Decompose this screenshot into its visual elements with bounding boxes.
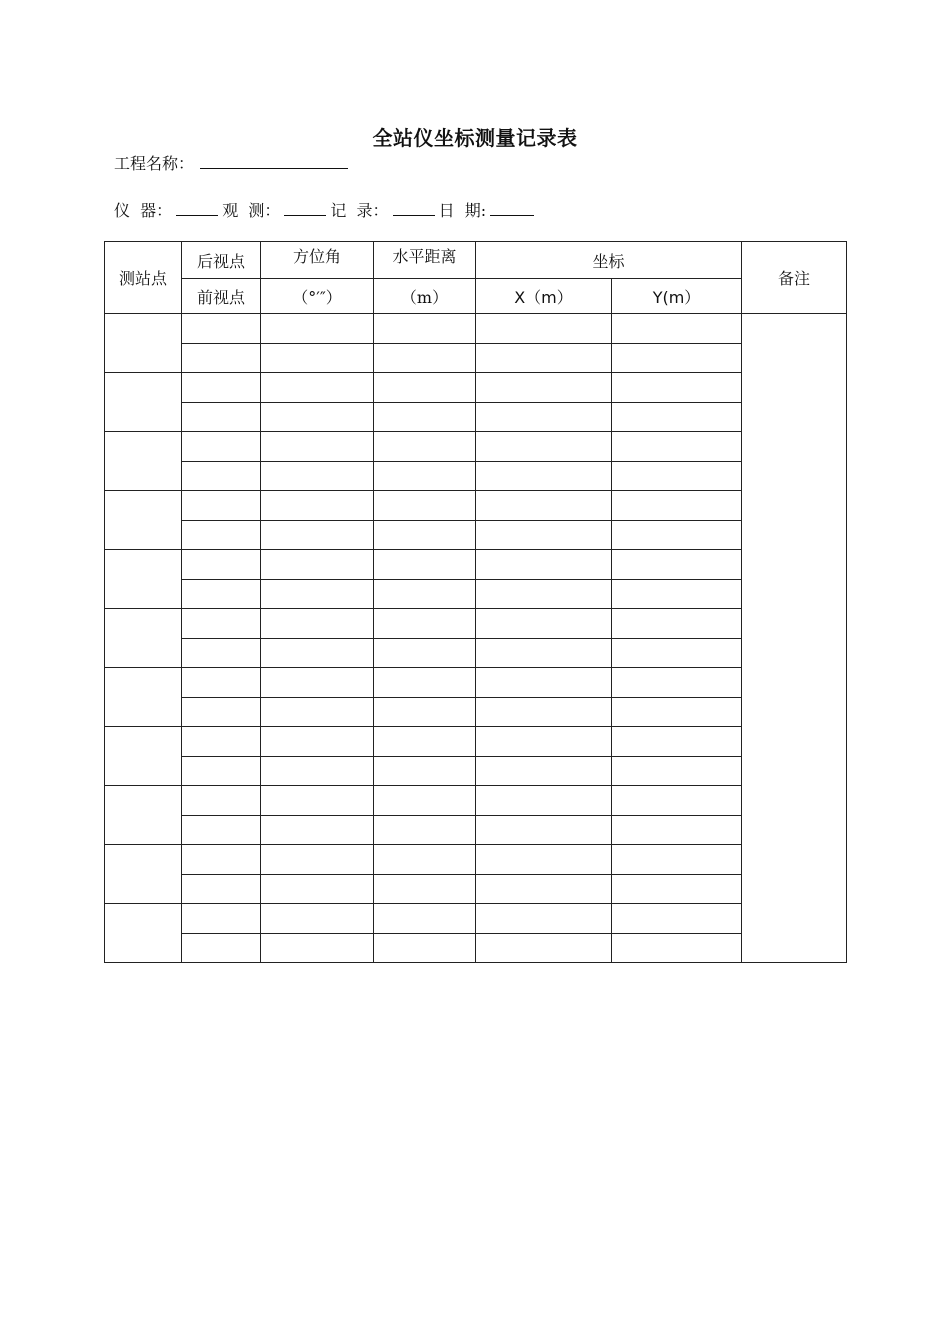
table-row: [105, 402, 847, 432]
coordinates-header: 坐标: [476, 242, 742, 279]
distance-cell[interactable]: [374, 815, 476, 845]
remarks-cell[interactable]: [742, 314, 847, 963]
x-cell[interactable]: [476, 314, 612, 344]
station-cell[interactable]: [105, 727, 182, 786]
point-cell[interactable]: [182, 668, 261, 698]
table-row: [105, 904, 847, 934]
azimuth-cell[interactable]: [261, 520, 374, 550]
x-cell[interactable]: [476, 874, 612, 904]
distance-cell[interactable]: [374, 343, 476, 373]
point-cell[interactable]: [182, 609, 261, 639]
distance-cell[interactable]: [374, 579, 476, 609]
backsight-header: 后视点: [182, 242, 261, 279]
point-cell[interactable]: [182, 933, 261, 963]
y-cell[interactable]: [612, 727, 742, 757]
y-cell[interactable]: [612, 786, 742, 816]
point-cell[interactable]: [182, 697, 261, 727]
x-cell[interactable]: [476, 697, 612, 727]
x-cell[interactable]: [476, 520, 612, 550]
x-cell[interactable]: [476, 756, 612, 786]
distance-cell[interactable]: [374, 550, 476, 580]
azimuth-cell[interactable]: [261, 638, 374, 668]
x-cell[interactable]: [476, 432, 612, 462]
point-cell[interactable]: [182, 874, 261, 904]
station-cell[interactable]: [105, 668, 182, 727]
x-cell[interactable]: [476, 609, 612, 639]
station-cell[interactable]: [105, 550, 182, 609]
project-name-label: 工程名称：: [114, 154, 195, 173]
table-row: [105, 845, 847, 875]
point-cell[interactable]: [182, 727, 261, 757]
table-row: [105, 815, 847, 845]
foresight-header: 前视点: [182, 279, 261, 314]
table-row: [105, 874, 847, 904]
table-row: [105, 727, 847, 757]
table-row: [105, 933, 847, 963]
y-cell[interactable]: [612, 550, 742, 580]
survey-record-table: [104, 241, 847, 963]
table-row: [105, 609, 847, 639]
info-line: [114, 197, 538, 221]
distance-cell[interactable]: [374, 697, 476, 727]
y-cell[interactable]: [612, 668, 742, 698]
x-cell[interactable]: [476, 904, 612, 934]
y-cell[interactable]: [612, 845, 742, 875]
table-row: [105, 432, 847, 462]
point-cell[interactable]: [182, 373, 261, 403]
azimuth-cell[interactable]: [261, 491, 374, 521]
point-cell[interactable]: [182, 520, 261, 550]
observer-label: 观 测：: [222, 201, 281, 220]
azimuth-cell[interactable]: [261, 609, 374, 639]
distance-cell[interactable]: [374, 638, 476, 668]
azimuth-cell[interactable]: [261, 727, 374, 757]
point-cell[interactable]: [182, 461, 261, 491]
azimuth-cell[interactable]: [261, 933, 374, 963]
azimuth-cell[interactable]: [261, 815, 374, 845]
azimuth-cell[interactable]: [261, 904, 374, 934]
table-row: [105, 756, 847, 786]
x-cell[interactable]: [476, 373, 612, 403]
distance-cell[interactable]: [374, 668, 476, 698]
x-cell[interactable]: [476, 668, 612, 698]
distance-cell[interactable]: [374, 520, 476, 550]
y-cell[interactable]: [612, 756, 742, 786]
y-cell[interactable]: [612, 314, 742, 344]
azimuth-cell[interactable]: [261, 756, 374, 786]
station-cell[interactable]: [105, 786, 182, 845]
azimuth-unit: （°′″）: [261, 279, 374, 314]
distance-cell[interactable]: [374, 845, 476, 875]
x-cell[interactable]: [476, 638, 612, 668]
y-cell[interactable]: [612, 373, 742, 403]
distance-cell[interactable]: [374, 786, 476, 816]
distance-cell[interactable]: [374, 461, 476, 491]
azimuth-cell[interactable]: [261, 550, 374, 580]
x-cell[interactable]: [476, 491, 612, 521]
table-row: [105, 520, 847, 550]
x-coordinate-header: X（m）: [476, 279, 612, 314]
remarks-header: 备注: [742, 242, 847, 314]
y-cell[interactable]: [612, 461, 742, 491]
station-cell[interactable]: [105, 904, 182, 963]
table-row: [105, 491, 847, 521]
distance-cell[interactable]: [374, 727, 476, 757]
azimuth-cell[interactable]: [261, 343, 374, 373]
point-cell[interactable]: [182, 314, 261, 344]
distance-cell[interactable]: [374, 756, 476, 786]
x-cell[interactable]: [476, 579, 612, 609]
x-cell[interactable]: [476, 402, 612, 432]
x-cell[interactable]: [476, 461, 612, 491]
y-cell[interactable]: [612, 638, 742, 668]
azimuth-header: [261, 242, 374, 279]
table-row: [105, 550, 847, 580]
distance-header: [374, 242, 476, 279]
point-cell[interactable]: [182, 756, 261, 786]
x-cell[interactable]: [476, 933, 612, 963]
point-cell[interactable]: [182, 550, 261, 580]
azimuth-cell[interactable]: [261, 432, 374, 462]
y-cell[interactable]: [612, 609, 742, 639]
x-cell[interactable]: [476, 845, 612, 875]
y-cell[interactable]: [612, 579, 742, 609]
y-cell[interactable]: [612, 697, 742, 727]
x-cell[interactable]: [476, 727, 612, 757]
azimuth-cell[interactable]: [261, 786, 374, 816]
table-row: [105, 668, 847, 698]
observer-field[interactable]: [284, 197, 326, 216]
distance-cell[interactable]: [374, 874, 476, 904]
distance-cell[interactable]: [374, 432, 476, 462]
distance-cell[interactable]: [374, 904, 476, 934]
table-row: [105, 373, 847, 403]
x-cell[interactable]: [476, 550, 612, 580]
point-cell[interactable]: [182, 815, 261, 845]
table-row: [105, 343, 847, 373]
azimuth-cell[interactable]: [261, 579, 374, 609]
point-cell[interactable]: [182, 432, 261, 462]
station-cell[interactable]: [105, 314, 182, 373]
distance-unit: （m）: [374, 279, 476, 314]
point-cell[interactable]: [182, 343, 261, 373]
y-cell[interactable]: [612, 520, 742, 550]
project-name-line: [114, 150, 348, 174]
y-cell[interactable]: [612, 815, 742, 845]
distance-cell[interactable]: [374, 933, 476, 963]
distance-cell[interactable]: [374, 314, 476, 344]
station-cell[interactable]: [105, 432, 182, 491]
distance-cell[interactable]: [374, 609, 476, 639]
date-field[interactable]: [490, 197, 534, 216]
table-row: [105, 314, 847, 344]
point-cell[interactable]: [182, 402, 261, 432]
table-row: [105, 697, 847, 727]
azimuth-cell[interactable]: [261, 461, 374, 491]
station-header: 测站点: [105, 242, 182, 314]
y-cell[interactable]: [612, 491, 742, 521]
page-title: 全站仪坐标测量记录表: [372, 126, 578, 150]
point-cell[interactable]: [182, 491, 261, 521]
recorder-label: 记 录：: [330, 201, 389, 220]
station-cell[interactable]: [105, 373, 182, 432]
station-cell[interactable]: [105, 609, 182, 668]
y-cell[interactable]: [612, 343, 742, 373]
distance-cell[interactable]: [374, 373, 476, 403]
table-row: [105, 786, 847, 816]
x-cell[interactable]: [476, 786, 612, 816]
instrument-field[interactable]: [176, 197, 218, 216]
point-cell[interactable]: [182, 845, 261, 875]
instrument-label: 仪 器：: [114, 201, 173, 220]
azimuth-cell[interactable]: [261, 697, 374, 727]
point-cell[interactable]: [182, 579, 261, 609]
azimuth-cell[interactable]: [261, 314, 374, 344]
azimuth-cell[interactable]: [261, 402, 374, 432]
y-cell[interactable]: [612, 933, 742, 963]
distance-label: 水平距离: [392, 247, 457, 266]
station-cell[interactable]: [105, 491, 182, 550]
azimuth-label: 方位角: [292, 247, 341, 266]
azimuth-cell[interactable]: [261, 845, 374, 875]
y-cell[interactable]: [612, 904, 742, 934]
point-cell[interactable]: [182, 904, 261, 934]
recorder-field[interactable]: [393, 197, 435, 216]
table-row: [105, 461, 847, 491]
table-row: [105, 579, 847, 609]
table-row: [105, 638, 847, 668]
project-name-field[interactable]: [200, 150, 348, 169]
azimuth-cell[interactable]: [261, 874, 374, 904]
distance-cell[interactable]: [374, 402, 476, 432]
azimuth-cell[interactable]: [261, 668, 374, 698]
x-cell[interactable]: [476, 343, 612, 373]
point-cell[interactable]: [182, 786, 261, 816]
azimuth-cell[interactable]: [261, 373, 374, 403]
point-cell[interactable]: [182, 638, 261, 668]
y-coordinate-header: Y(m）: [612, 279, 742, 314]
y-cell[interactable]: [612, 874, 742, 904]
station-cell[interactable]: [105, 845, 182, 904]
date-label: 日 期:: [438, 201, 487, 220]
x-cell[interactable]: [476, 815, 612, 845]
y-cell[interactable]: [612, 402, 742, 432]
y-cell[interactable]: [612, 432, 742, 462]
distance-cell[interactable]: [374, 491, 476, 521]
